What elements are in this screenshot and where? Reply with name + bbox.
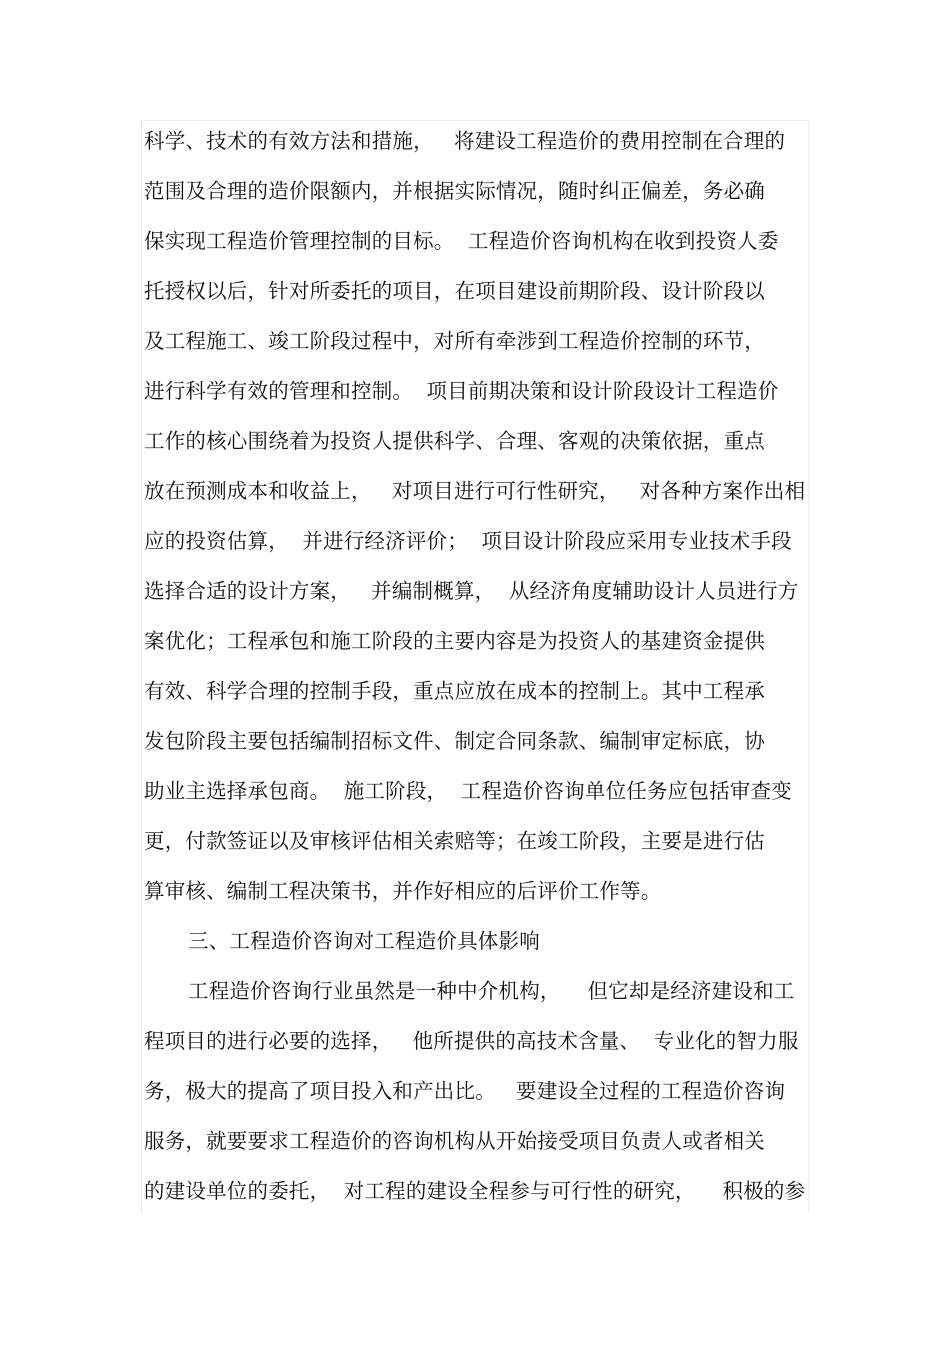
paragraph-line: 的建设单位的委托， 对工程的建设全程参与可行性的研究， 积极的参: [144, 1179, 806, 1203]
paragraph-line: 程项目的进行必要的选择， 他所提供的高技术含量、 专业化的智力服: [144, 1029, 799, 1053]
paragraph-line: 发包阶段主要包括编制招标文件、制定合同条款、编制审定标底，协: [144, 729, 765, 753]
paragraph-line: 及工程施工、竣工阶段过程中，对所有牵涉到工程造价控制的环节，: [144, 329, 765, 353]
paragraph-line: 有效、科学合理的控制手段，重点应放在成本的控制上。其中工程承: [144, 679, 765, 703]
paragraph-line: 更，付款签证以及审核评估相关索赔等；在竣工阶段，主要是进行估: [144, 829, 765, 853]
paragraph-line: 放在预测成本和收益上， 对项目进行可行性研究， 对各种方案作出相: [144, 479, 806, 503]
paragraph-line: 服务，就要要求工程造价的咨询机构从开始接受项目负责人或者相关: [144, 1129, 765, 1153]
paragraph-line: 务，极大的提高了项目投入和产出比。 要建设全过程的工程造价咨询: [144, 1079, 786, 1103]
paragraph-line: 科学、技术的有效方法和措施， 将建设工程造价的费用控制在合理的: [144, 129, 786, 153]
paragraph-line: 工程造价咨询行业虽然是一种中介机构， 但它却是经济建设和工: [188, 979, 795, 1003]
paragraph-line: 算审核、编制工程决策书，并作好相应的后评价工作等。: [144, 879, 662, 903]
paragraph-line: 保实现工程造价管理控制的目标。 工程造价咨询机构在收到投资人委: [144, 229, 779, 253]
paragraph-line: 工作的核心围绕着为投资人提供科学、合理、客观的决策依据，重点: [144, 429, 765, 453]
paragraph-line: 应的投资估算， 并进行经济评价； 项目设计阶段应采用专业技术手段: [144, 529, 792, 553]
paragraph-line: 托授权以后，针对所委托的项目，在项目建设前期阶段、设计阶段以: [144, 279, 765, 303]
paragraph-line: 助业主选择承包商。 施工阶段， 工程造价咨询单位任务应包括审查变: [144, 779, 792, 803]
paragraph-line: 范围及合理的造价限额内，并根据实际情况，随时纠正偏差，务必确: [144, 179, 765, 203]
document-body: [144, 121, 804, 1221]
paragraph-line: 进行科学有效的管理和控制。 项目前期决策和设计阶段设计工程造价: [144, 379, 779, 403]
section-heading: 三、工程造价咨询对工程造价具体影响: [188, 929, 540, 953]
paragraph-line: 选择合适的设计方案， 并编制概算， 从经济角度辅助设计人员进行方: [144, 579, 799, 603]
paragraph-line: 案优化；工程承包和施工阶段的主要内容是为投资人的基建资金提供: [144, 629, 765, 653]
